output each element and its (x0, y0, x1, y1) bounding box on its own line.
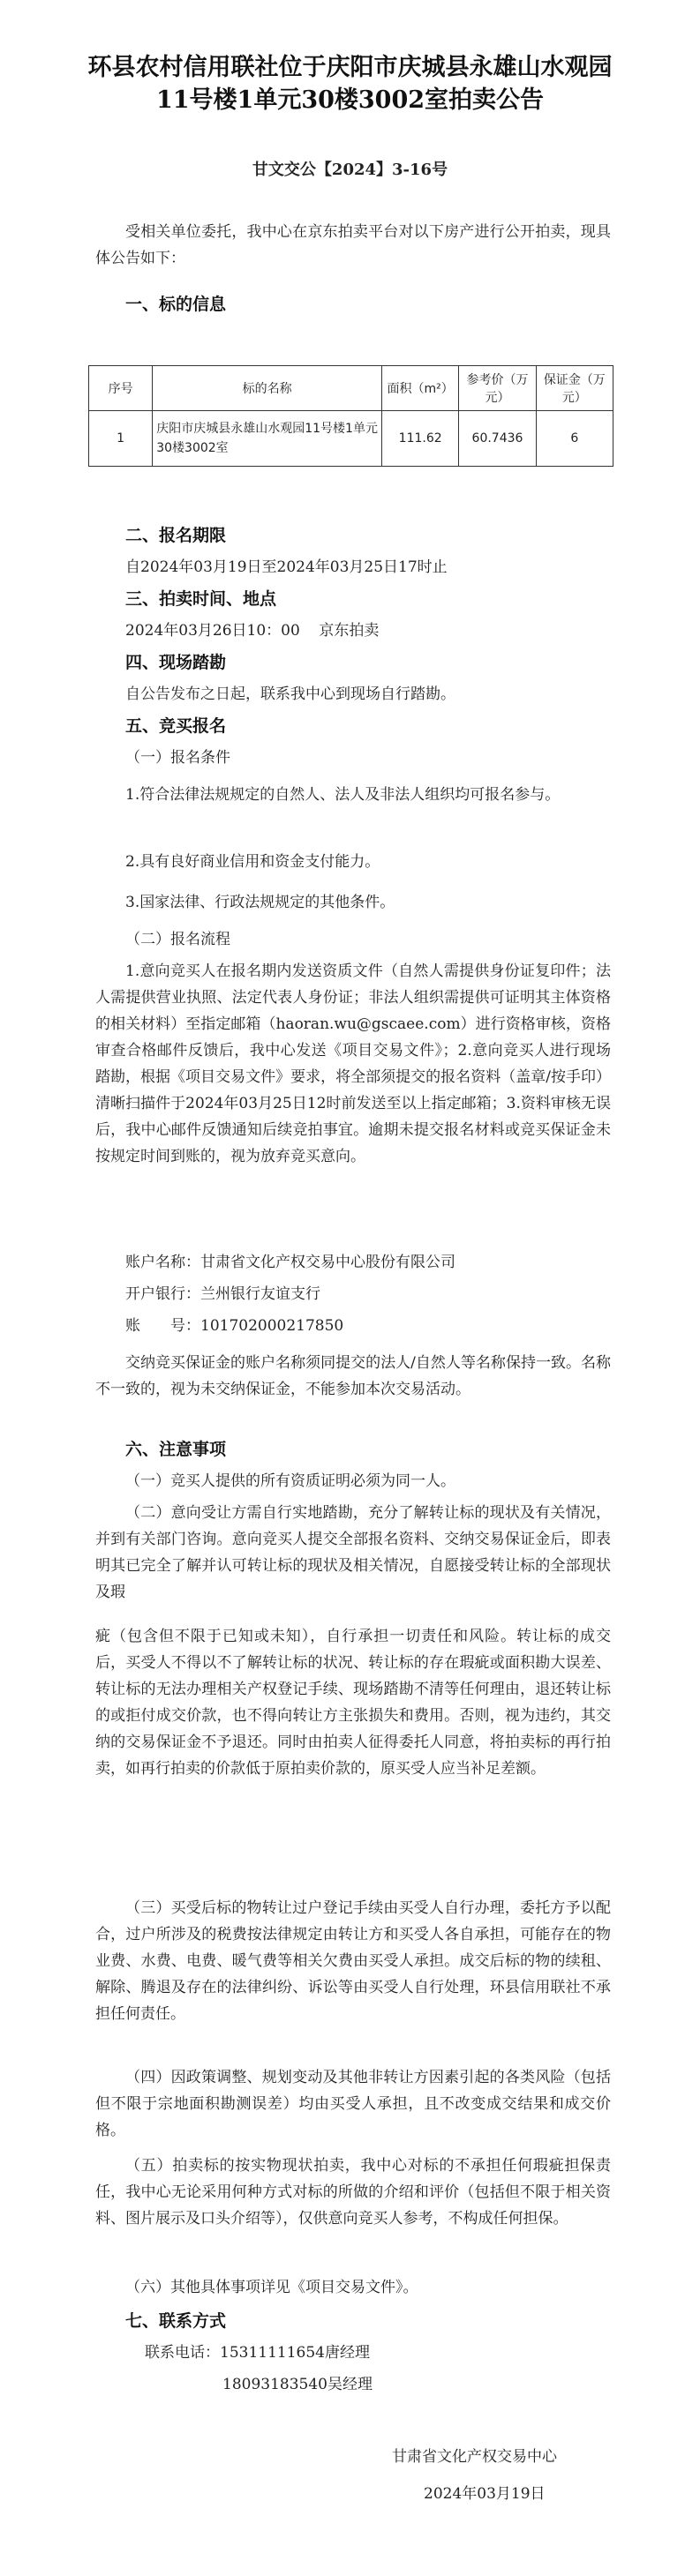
table-row (89, 411, 613, 467)
contact-phone-1: 联系电话：15311111654唐经理 (145, 2344, 370, 2362)
section-6-heading: 六、注意事项 (125, 1440, 227, 1459)
note-3: （三）买受后标的物转让过户登记手续由买受人自行办理，委托方予以配合，过户所涉及的税费按法律规定由转让方和买受人各自承担，可能存在的物业费、水费、电费、暖气费等相关欠费由买受人承担。成交后标的物的续租、解除、腾退及存在的法律纠纷、诉讼等由买受人自行处理，环县信用联社不承担任何责任。 (95, 1899, 611, 2023)
cell-reference-price: 60.7436 (459, 411, 536, 467)
section-4-heading: 四、现场踏勘 (125, 653, 227, 672)
site-inspection-text: 自公告发布之日起，联系我中心到现场自行踏勘。 (125, 685, 455, 703)
col-header-area: 面积（m²） (382, 366, 459, 411)
note-1: （一）竞买人提供的所有资质证明必须为同一人。 (125, 1472, 455, 1490)
intro-paragraph: 受相关单位委托，我中心在京东拍卖平台对以下房产进行公开拍卖，现具体公告如下： (95, 223, 611, 267)
note-6: （六）其他具体事项详见《项目交易文件》。 (125, 2279, 418, 2296)
note-2-part-2: 疵（包含但不限于已知或未知），自行承担一切责任和风险。转让标的成交后，买受人不得以不了解转让标的状况、转让标的存在瑕疵或面积勘大误差、转让标的无法办理相关产权登记手续、现场踏勘不清等任何理由，退还转让标的或拒付成交价款，也不得向转让方主张损失和费用。否则，视为违约，其交纳的交易保证金不予退还。同时由拍卖人征得委托人同意，将拍卖标的再行拍卖，如再行拍卖的价款低于原拍卖价款的，原买受人应当补足差额。 (95, 1628, 611, 1778)
signature-date: 2024年03月19日 (424, 2485, 546, 2503)
cell-no: 1 (89, 411, 153, 467)
cell-name: 庆阳市庆城县永雄山水观园11号楼1单元30楼3002室 (153, 411, 382, 467)
col-header-no: 序号 (89, 366, 153, 411)
note-4: （四）因政策调整、规划变动及其他非转让方因素引起的各类风险（包括但不限于宗地面积勘测误差）均由买受人承担，且不改变成交结果和成交价格。 (95, 2069, 611, 2139)
contact-phone-2: 18093183540吴经理 (222, 2376, 373, 2393)
col-header-name: 标的名称 (153, 366, 382, 411)
section-5-heading: 五、竞买报名 (125, 716, 227, 736)
col-header-deposit: 保证金（万元） (536, 366, 613, 411)
section-1-heading: 一、标的信息 (125, 295, 227, 314)
section-3-heading: 三、拍卖时间、地点 (125, 589, 277, 609)
registration-conditions-title: （一）报名条件 (125, 749, 230, 767)
bank-name: 开户银行：兰州银行友谊支行 (125, 1285, 320, 1303)
section-7-heading: 七、联系方式 (125, 2311, 227, 2331)
table-header-row (89, 366, 613, 411)
section-2-heading: 二、报名期限 (125, 526, 227, 545)
signature-organization: 甘肃省文化产权交易中心 (392, 2448, 557, 2466)
condition-1: 1.符合法律法规规定的自然人、法人及非法人组织均可报名参与。 (125, 786, 561, 804)
cell-area: 111.62 (382, 411, 459, 467)
cell-deposit: 6 (536, 411, 613, 467)
registration-period: 自2024年03月19日至2024年03月25日17时止 (125, 558, 448, 576)
account-number: 账 号：101702000217850 (125, 1317, 344, 1335)
note-5: （五）拍卖标的按实物现状拍卖，我中心对标的不承担任何瑕疵担保责任，我中心无论采用何种方式对标的所做的介绍和评价（包括但不限于相关资料、图片展示及口头介绍等），仅供意向竞买人参考，不构成任何担保。 (95, 2157, 611, 2228)
page-title: 环县农村信用联社位于庆阳市庆城县永雄山水观园11号楼1单元30楼3002室拍卖公告 (87, 54, 613, 114)
registration-process-title: （二）报名流程 (125, 931, 230, 948)
lot-info-table (88, 365, 613, 467)
deposit-note: 交纳竞买保证金的账户名称须同提交的法人/自然人等名称保持一致。名称不一致的，视为未交纳保证金，不能参加本次交易活动。 (95, 1354, 611, 1398)
auction-time-place: 2024年03月26日10：00 京东拍卖 (125, 622, 380, 640)
registration-process-text: 1.意向竞买人在报名期内发送资质文件（自然人需提供身份证复印件；法人需提供营业执照、法定代表人身份证；非法人组织需提供可证明其主体资格的相关材料）至指定邮箱（haoran.wu@gscaee.com）进行资格审核，资格审查合格邮件反馈后，我中心发送《项目交易文件》；2.意向竞买人进行现场踏勘，根据《项目交易文件》要求，将全部须提交的报名资料（盖章/按手印）清晰扫描件于2024年03月25日12时前发送至以上指定邮箱；3.资料审核无误后，我中心邮件反馈通知后续竞拍事宜。逾期未提交报名材料或竞买保证金未按规定时间到账的，视为放弃竞买意向。 (95, 962, 611, 1165)
account-name: 账户名称：甘肃省文化产权交易中心股份有限公司 (125, 1254, 455, 1271)
document-number: 甘文交公【2024】3-16号 (252, 161, 448, 179)
col-header-reference-price: 参考价（万元） (459, 366, 536, 411)
note-2-part-1: （二）意向受让方需自行实地踏勘，充分了解转让标的现状及有关情况，并到有关部门咨询。意向竞买人提交全部报名资料、交纳交易保证金后，即表明其已完全了解并认可转让标的现状及相关情况，自愿接受转让标的全部现状及瑕 (95, 1504, 611, 1601)
condition-3: 3.国家法律、行政法规规定的其他条件。 (125, 894, 395, 911)
condition-2: 2.具有良好商业信用和资金支付能力。 (125, 853, 380, 871)
